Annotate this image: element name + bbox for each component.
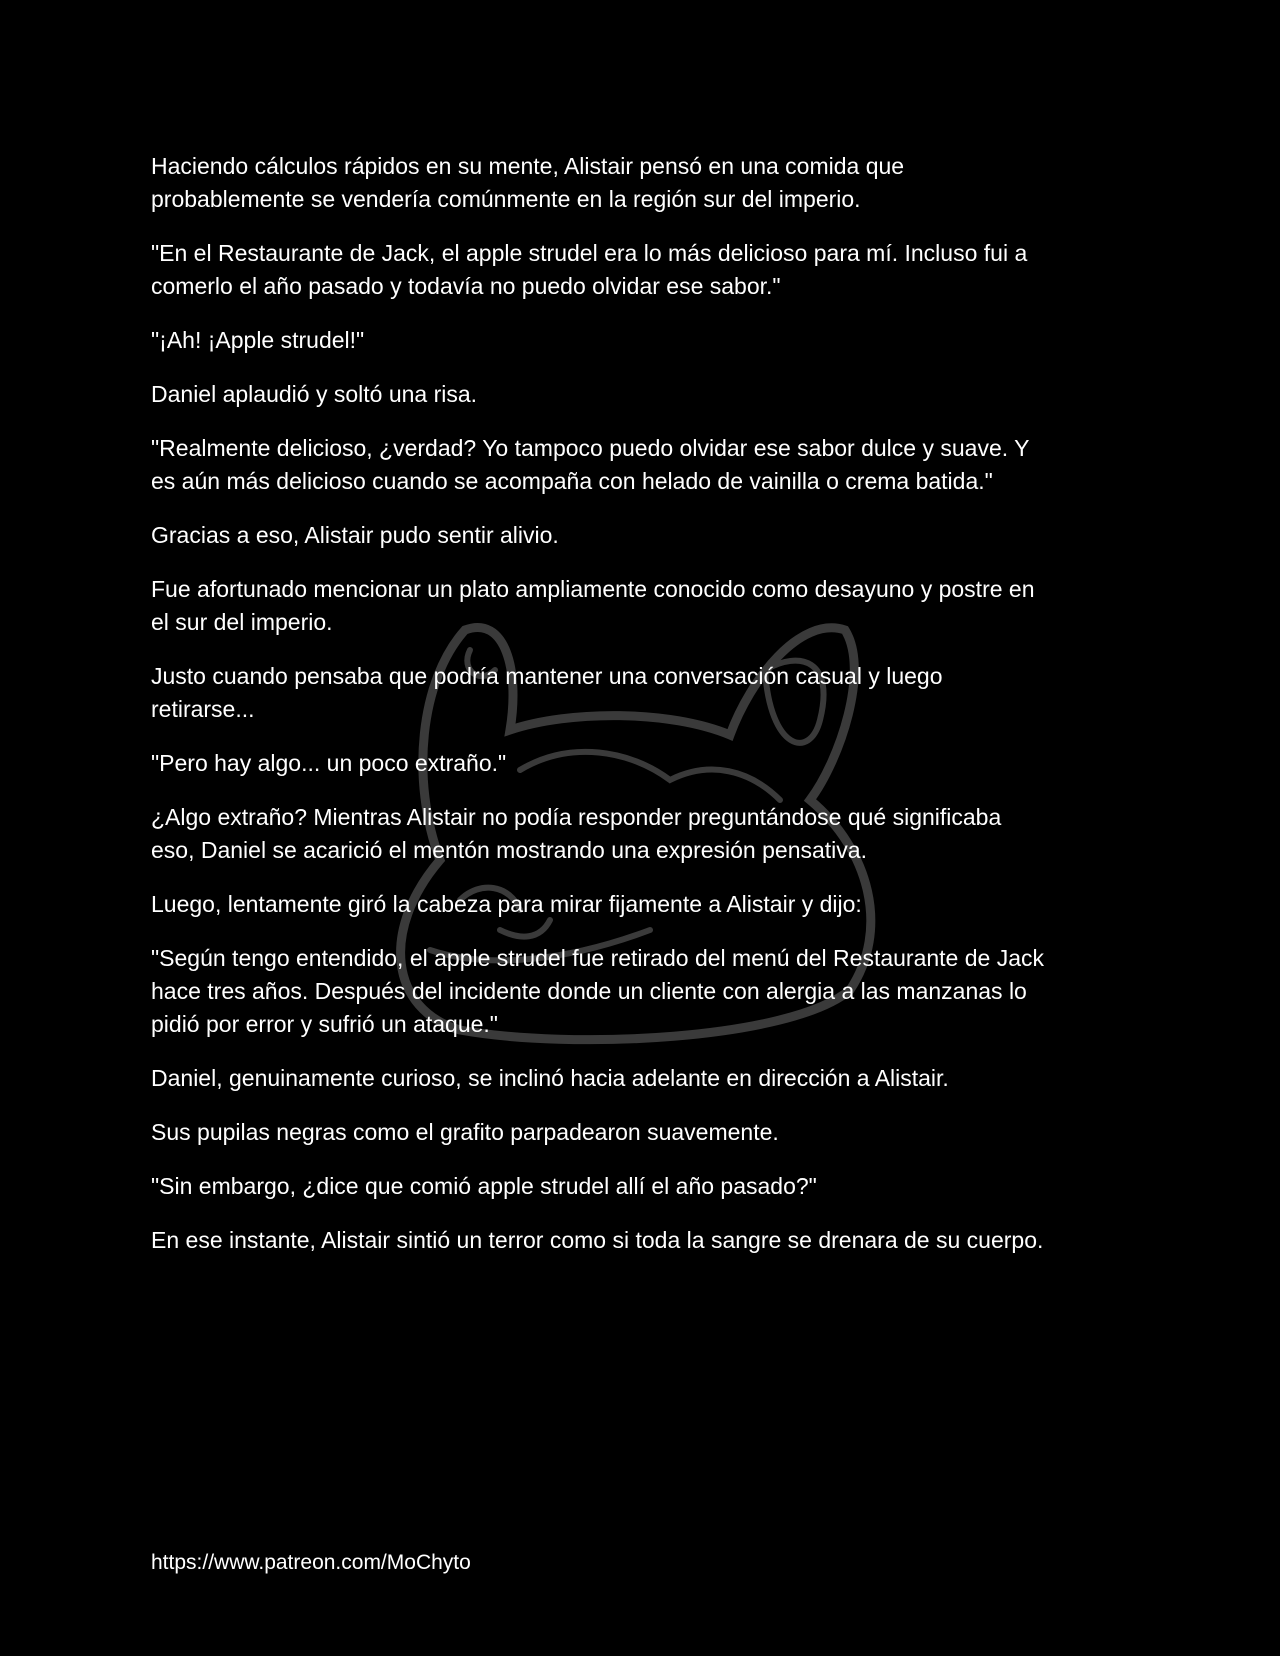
paragraph-line: "Pero hay algo... un poco extraño." [151,750,507,776]
story-paragraph [151,378,1151,411]
paragraph-line: Gracias a eso, Alistair pudo sentir alivio. [151,522,559,548]
paragraph-line: pidió por error y sufrió un ataque." [151,1011,498,1037]
story-paragraph [151,432,1151,498]
paragraph-line: el sur del imperio. [151,609,333,635]
story-paragraph [151,660,1151,726]
story-paragraph [151,747,1151,780]
paragraph-line: "¡Ah! ¡Apple strudel!" [151,327,365,353]
story-paragraph [151,1062,1151,1095]
story-paragraph [151,801,1151,867]
paragraph-line: hace tres años. Después del incidente donde un cliente con alergia a las manzanas lo [151,978,1027,1004]
paragraph-line: Fue afortunado mencionar un plato ampliamente conocido como desayuno y postre en [151,576,1035,602]
story-paragraph [151,237,1151,303]
story-paragraph [151,942,1151,1041]
paragraph-line: es aún más delicioso cuando se acompaña con helado de vainilla o crema batida." [151,468,993,494]
paragraph-line: "En el Restaurante de Jack, el apple strudel era lo más delicioso para mí. Incluso fui a [151,240,1028,266]
patreon-link[interactable]: https://www.patreon.com/MoChyto [151,1551,471,1574]
story-paragraph [151,519,1151,552]
paragraph-line: Daniel, genuinamente curioso, se inclinó hacia adelante en dirección a Alistair. [151,1065,949,1091]
paragraph-line: ¿Algo extraño? Mientras Alistair no podía responder preguntándose qué significaba [151,804,1002,830]
chapter-text [151,150,1151,1278]
story-paragraph [151,1116,1151,1149]
paragraph-line: Haciendo cálculos rápidos en su mente, Alistair pensó en una comida que [151,153,905,179]
paragraph-line: retirarse... [151,696,255,722]
paragraph-line: En ese instante, Alistair sintió un terror como si toda la sangre se drenara de su cuerpo. [151,1227,1044,1253]
story-paragraph [151,573,1151,639]
paragraph-line: probablemente se vendería comúnmente en la región sur del imperio. [151,186,861,212]
story-paragraph [151,150,1151,216]
paragraph-line: comerlo el año pasado y todavía no puedo olvidar ese sabor." [151,273,781,299]
paragraph-line: "Sin embargo, ¿dice que comió apple strudel allí el año pasado?" [151,1173,817,1199]
story-paragraph [151,888,1151,921]
paragraph-line: Sus pupilas negras como el grafito parpadearon suavemente. [151,1119,779,1145]
paragraph-line: Luego, lentamente giró la cabeza para mirar fijamente a Alistair y dijo: [151,891,862,917]
paragraph-line: eso, Daniel se acarició el mentón mostrando una expresión pensativa. [151,837,867,863]
story-paragraph [151,1224,1151,1257]
paragraph-line: "Según tengo entendido, el apple strudel fue retirado del menú del Restaurante de Jack [151,945,1044,971]
paragraph-line: "Realmente delicioso, ¿verdad? Yo tampoco puedo olvidar ese sabor dulce y suave. Y [151,435,1030,461]
paragraph-line: Justo cuando pensaba que podría mantener una conversación casual y luego [151,663,943,689]
story-paragraph [151,1170,1151,1203]
story-paragraph [151,324,1151,357]
paragraph-line: Daniel aplaudió y soltó una risa. [151,381,478,407]
